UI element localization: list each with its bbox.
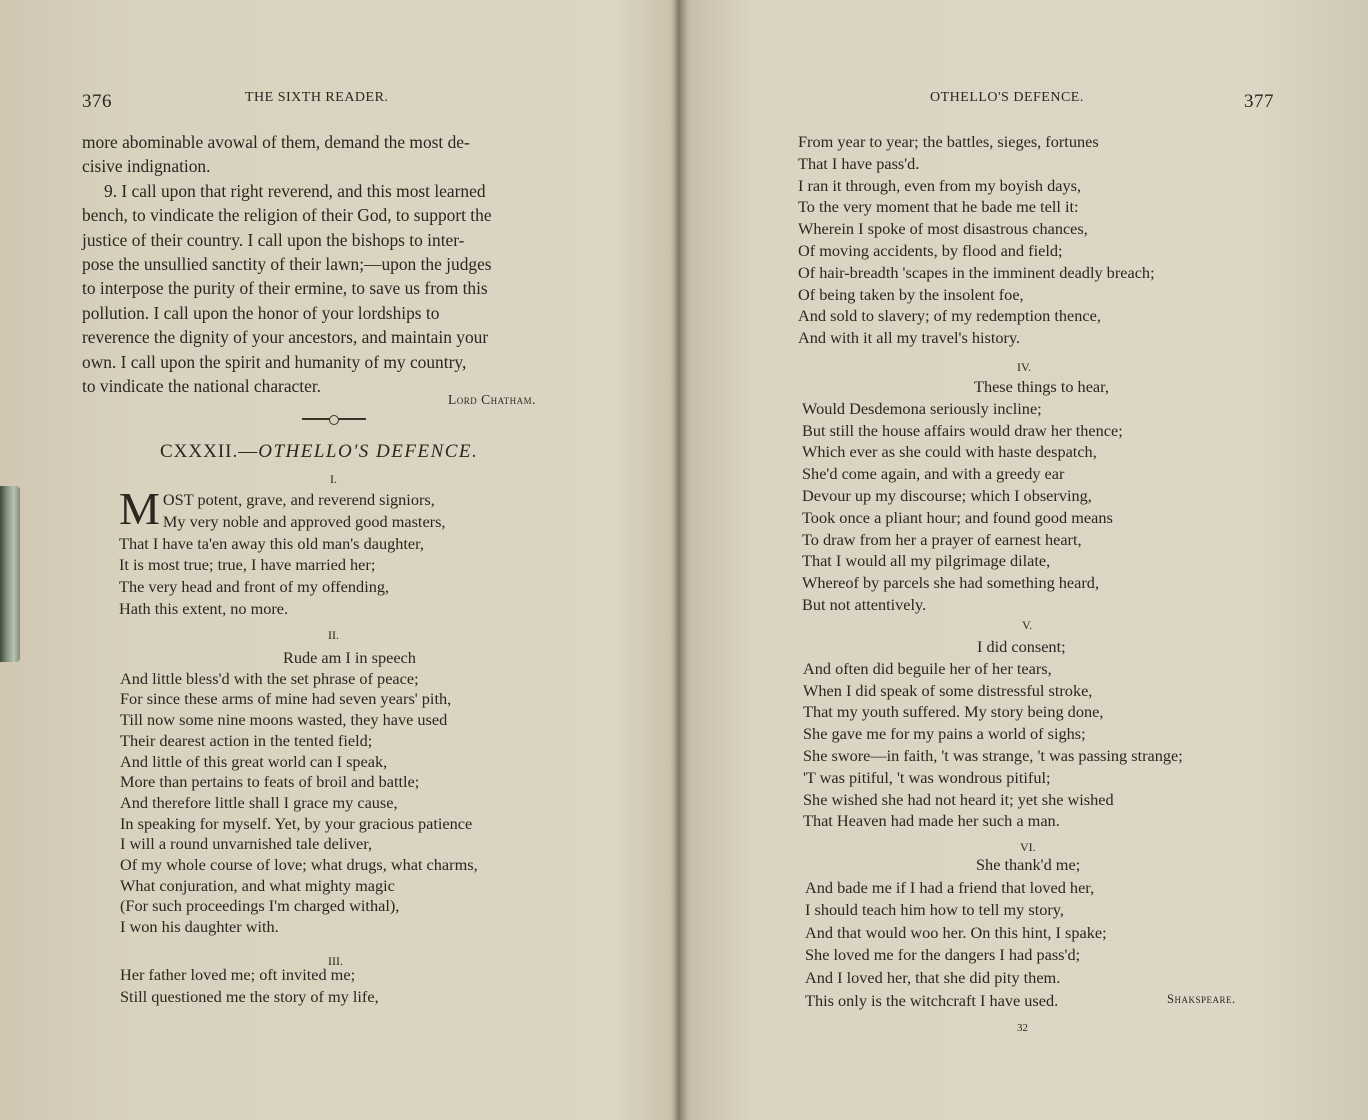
stanza-1 — [119, 483, 446, 620]
signature-shakspeare: Shakspeare. — [1167, 992, 1236, 1006]
verse-line: And with it all my travel's history. — [798, 328, 1021, 348]
verse-line: Her father loved me; oft invited me; — [120, 965, 356, 984]
stanza-numeral: VI. — [1020, 840, 1036, 854]
bookmark-ribbon — [0, 486, 20, 662]
para9-line: pollution. I call upon the honor of your lordships to — [82, 302, 440, 323]
verse-line: From year to year; the battles, sieges, fortunes — [798, 132, 1099, 151]
stanza-6 — [805, 854, 1107, 1012]
signature-chatham: Lord Chatham. — [448, 392, 537, 407]
verse-line: And often did beguile her of her tears, — [803, 658, 1052, 678]
verse-line: I won his daughter with. — [120, 917, 279, 937]
verse-line: To the very moment that he bade me tell it: — [798, 197, 1079, 217]
verse-line: She gave me for my pains a world of sighs; — [803, 724, 1086, 744]
lesson-title — [160, 441, 478, 463]
stanza-4 — [802, 376, 1123, 616]
para9-line: pose the unsullied sanctity of their lawn;—upon the judges — [82, 254, 492, 275]
verse-line: That I have pass'd. — [798, 153, 920, 173]
verse-line: I will a round unvarnished tale deliver, — [120, 834, 373, 854]
running-head-right: OTHELLO'S DEFENCE. — [930, 90, 1084, 105]
signature-mark: 32 — [1017, 1022, 1028, 1034]
stanza-3 — [120, 964, 379, 1008]
stanza-numeral: III. — [328, 954, 343, 968]
verse-line: She loved me for the dangers I had pass'd; — [805, 945, 1081, 965]
verse-line: The very head and front of my offending, — [119, 577, 390, 597]
verse-line: Hath this extent, no more. — [119, 598, 289, 618]
page-number-left: 376 — [82, 91, 112, 112]
verse-line: And bade me if I had a friend that loved her, — [805, 877, 1095, 897]
lesson-number: CXXXII.— — [160, 441, 259, 462]
para9-line: justice of their country. I call upon the bishops to inter- — [82, 229, 465, 250]
section-ornament — [302, 418, 366, 420]
verse-line: More than pertains to feats of broil and battle; — [120, 772, 420, 792]
verse-line: And I loved her, that she did pity them. — [805, 967, 1061, 987]
verse-line: I ran it through, even from my boyish days, — [798, 175, 1082, 195]
verse-line: To draw from her a prayer of earnest heart, — [802, 529, 1082, 549]
para9-line: to interpose the purity of their ermine, to save us from this — [82, 278, 488, 299]
stanza-2 — [120, 648, 478, 938]
prose-line: cisive indignation. — [82, 156, 211, 177]
verse-line: And that would woo her. On this hint, I spake; — [805, 922, 1107, 942]
verse-line: (For such proceedings I'm charged withal), — [120, 896, 400, 916]
para9-line: 9. I call upon that right reverend, and this most learned — [104, 180, 486, 201]
verse-line: Still questioned me the story of my life, — [120, 986, 379, 1006]
stanza-numeral: I. — [330, 472, 337, 486]
stanza-5 — [803, 636, 1183, 832]
verse-line: Wherein I spoke of most disastrous chances, — [798, 219, 1088, 239]
stanza-numeral: V. — [1022, 618, 1033, 632]
verse-line: It is most true; true, I have married her; — [119, 555, 376, 575]
verse-line: In speaking for myself. Yet, by your gracious patience — [120, 813, 473, 833]
verse-line: And therefore little shall I grace my cause, — [120, 792, 398, 812]
verse-line: Till now some nine moons wasted, they have used — [120, 710, 448, 730]
verse-line: 'T was pitiful, 't was wondrous pitiful; — [803, 767, 1051, 787]
verse-line: For since these arms of mine had seven years' pith, — [120, 689, 452, 709]
verse-line: That my youth suffered. My story being done, — [803, 702, 1104, 722]
verse-line: She thank'd me; — [976, 855, 1081, 874]
prose-line: more abominable avowal of them, demand the most de- — [82, 132, 470, 152]
page-number-right: 377 — [1244, 91, 1274, 112]
verse-line: Their dearest action in the tented field; — [120, 730, 373, 750]
verse-line: But still the house affairs would draw her thence; — [802, 420, 1123, 440]
verse-line: This only is the witchcraft I have used. — [805, 990, 1059, 1010]
para9-line: to vindicate the national character. — [82, 376, 322, 397]
verse-line: Rude am I in speech — [283, 648, 416, 667]
stanza-3-continued — [798, 131, 1155, 349]
verse-line: But not attentively. — [802, 594, 927, 614]
verse-line: That I would all my pilgrimage dilate, — [802, 551, 1051, 571]
verse-line: I did consent; — [977, 637, 1066, 656]
verse-line: My very noble and approved good masters, — [162, 511, 446, 531]
verse-line: What conjuration, and what mighty magic — [120, 875, 395, 895]
verse-line: And sold to slavery; of my redemption thence, — [798, 306, 1101, 326]
verse-line: These things to hear, — [974, 377, 1109, 396]
verse-line: She'd come again, and with a greedy ear — [802, 464, 1065, 484]
verse-line: Which ever as she could with haste despatch, — [802, 442, 1097, 462]
verse-line: I should teach him how to tell my story, — [805, 900, 1064, 920]
verse-line: When I did speak of some distressful stroke, — [803, 680, 1093, 700]
verse-line: That Heaven had made her such a man. — [803, 811, 1060, 831]
verse-line: Whereof by parcels she had something heard, — [802, 573, 1100, 593]
verse-line: Would Desdemona seriously incline; — [802, 398, 1042, 418]
verse-line: She wished she had not heard it; yet she wished — [803, 789, 1114, 809]
book-gutter — [670, 0, 690, 1120]
running-head-left: THE SIXTH READER. — [245, 90, 389, 105]
verse-line: Of hair-breadth 'scapes in the imminent deadly breach; — [798, 262, 1155, 282]
para9-line: own. I call upon the spirit and humanity of my country, — [82, 351, 467, 372]
para9-line: reverence the dignity of your ancestors, and maintain your — [82, 327, 489, 348]
stanza-numeral: IV. — [1017, 360, 1032, 374]
verse-line: Devour up my discourse; which I observing, — [802, 485, 1092, 505]
verse-line: Of my whole course of love; what drugs, what charms, — [120, 855, 478, 875]
stanza-numeral: II. — [328, 628, 339, 642]
lesson-title-text: OTHELLO'S DEFENCE. — [258, 441, 479, 462]
verse-line: Of being taken by the insolent foe, — [798, 284, 1024, 304]
verse-line: And little of this great world can I speak, — [120, 751, 388, 771]
verse-line: That I have ta'en away this old man's daughter, — [119, 533, 424, 553]
verse-line: Of moving accidents, by flood and field; — [798, 240, 1063, 260]
chatham-prose — [82, 130, 597, 398]
para9-line: bench, to vindicate the religion of their God, to support the — [82, 205, 492, 226]
verse-line: And little bless'd with the set phrase of peace; — [120, 668, 419, 688]
verse-line: OST potent, grave, and reverend signiors, — [162, 490, 435, 509]
verse-line: Took once a pliant hour; and found good means — [802, 507, 1113, 527]
drop-cap: M — [119, 483, 160, 534]
verse-line: She swore—in faith, 't was strange, 't was passing strange; — [803, 745, 1183, 765]
